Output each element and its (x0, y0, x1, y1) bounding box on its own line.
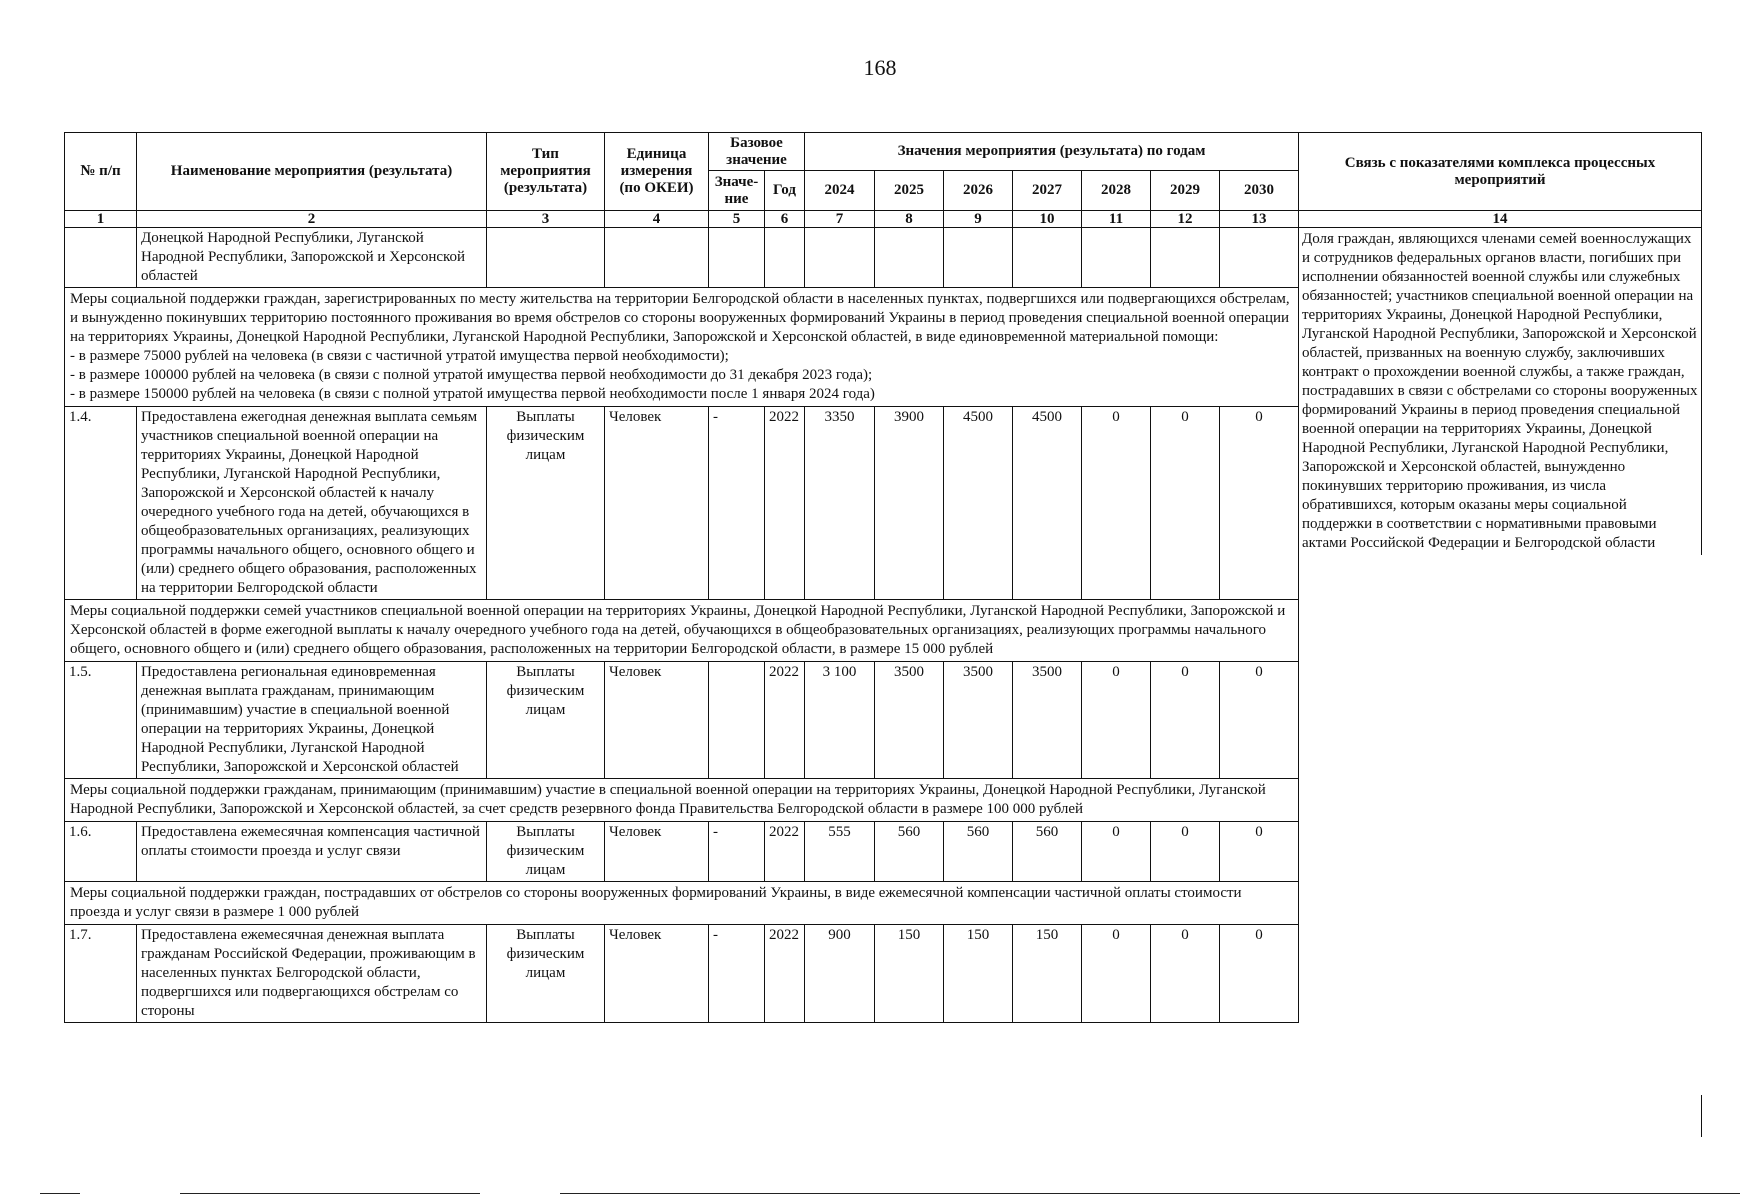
row-base-year: 2022 (765, 925, 805, 1023)
row-name: Предоставлена ежегодная денежная выплата семьям участников специальной военной операции на территориях Украины, Донецкой Народной Республики, Луганской Народной Республики, Запорожской и Херсонской областей к началу очередного учебного года на детей, обучающихся в общеобразовательных организациях, реализующих программы начального общего, основного общего и (или) среднего общего образования, расположенных на территории Белгородской области (137, 407, 487, 600)
header-link: Связь с показателями комплекса процессных мероприятий (1299, 133, 1702, 211)
header-year: 2024 (805, 171, 875, 211)
row-value: 560 (944, 822, 1013, 882)
scan-artifact-line (40, 1193, 80, 1194)
row-value: 4500 (1013, 407, 1082, 600)
row-value: 0 (1151, 662, 1220, 779)
row-type: Выплаты физическим лицам (487, 407, 605, 600)
row-value: 4500 (944, 407, 1013, 600)
row-unit: Человек (605, 662, 709, 779)
header-base: Базовое значение (709, 133, 805, 171)
scan-artifact-line (560, 1193, 1740, 1194)
column-number: 4 (605, 211, 709, 228)
header-values-by-year: Значения мероприятия (результата) по годам (805, 133, 1299, 171)
row-value: 150 (875, 925, 944, 1023)
column-number: 8 (875, 211, 944, 228)
column-number: 10 (1013, 211, 1082, 228)
header-year: 2028 (1082, 171, 1151, 211)
table-row (65, 925, 1299, 1023)
header-base-value: Значе-ние (709, 171, 765, 211)
row-value: 3900 (875, 407, 944, 600)
row-unit: Человек (605, 925, 709, 1023)
scan-artifact-line (180, 1193, 480, 1194)
continuation-text: Донецкой Народной Республики, Луганской Народной Республики, Запорожской и Херсонской областей (137, 228, 487, 288)
row-name: Предоставлена ежемесячная денежная выплата гражданам Российской Федерации, проживающим в населенных пунктах Белгородской области, подвергшихся или подвергающихся обстрелам со стороны (137, 925, 487, 1023)
row-value: 0 (1082, 925, 1151, 1023)
row-type: Выплаты физическим лицам (487, 662, 605, 779)
row-number: 1.7. (65, 925, 137, 1023)
link-column (1298, 132, 1702, 555)
table-row (65, 662, 1299, 779)
row-unit: Человек (605, 407, 709, 600)
row-type: Выплаты физическим лицам (487, 925, 605, 1023)
row-value: 0 (1151, 407, 1220, 600)
row-value: 3500 (944, 662, 1013, 779)
row-base-year: 2022 (765, 407, 805, 600)
note-measure: Меры социальной поддержки граждан, пострадавших от обстрелов со стороны вооруженных формирований Украины, в виде ежемесячной компенсации частичной оплаты стоимости проезда и услуг связи в размере 1 000 рублей (65, 882, 1299, 925)
row-value: 0 (1151, 822, 1220, 882)
header-year: 2026 (944, 171, 1013, 211)
table-row (65, 779, 1299, 822)
header-type: Тип мероприятия (результата) (487, 133, 605, 211)
row-base-year: 2022 (765, 822, 805, 882)
row-number: 1.4. (65, 407, 137, 600)
column-number: 9 (944, 211, 1013, 228)
table-row (65, 407, 1299, 600)
column-number: 7 (805, 211, 875, 228)
row-name: Предоставлена ежемесячная компенсация частичной оплаты стоимости проезда и услуг связи (137, 822, 487, 882)
column-number: 2 (137, 211, 487, 228)
row-value: 560 (875, 822, 944, 882)
table-row (65, 882, 1299, 925)
row-value: 0 (1082, 407, 1151, 600)
header-base-year: Год (765, 171, 805, 211)
row-unit: Человек (605, 822, 709, 882)
table-row (65, 288, 1299, 407)
row-value: 150 (944, 925, 1013, 1023)
header-year: 2027 (1013, 171, 1082, 211)
link-table (1298, 132, 1702, 555)
measures-table (64, 132, 1299, 1023)
row-base-value (709, 662, 765, 779)
column-number: 1 (65, 211, 137, 228)
row-value: 3350 (805, 407, 875, 600)
column-number: 14 (1299, 211, 1702, 228)
row-value: 555 (805, 822, 875, 882)
column-number: 12 (1151, 211, 1220, 228)
row-base-year: 2022 (765, 662, 805, 779)
row-number: 1.6. (65, 822, 137, 882)
table-row (65, 600, 1299, 662)
row-value: 0 (1220, 822, 1299, 882)
row-value: 0 (1220, 925, 1299, 1023)
row-value: 150 (1013, 925, 1082, 1023)
table-row (65, 228, 1299, 288)
link-indicator-text: Доля граждан, являющихся членами семей военнослужащих и сотрудников федеральных органов власти, погибших при исполнении обязанностей военной службы или служебных обязанностей; участников специальной военной операции на территориях Украины, Донецкой Народной Республики, Луганской Народной Республики, Запорожской и Херсонской областей, призванных на военную службу, заключивших контракт о прохождении военной службы, а также граждан, пострадавших в связи с обстрелами со стороны вооруженных формирований Украины в период проведения специальной военной операции на территориях Украины, Донецкой Народной Республики, Луганской Народной Республики, Запорожской и Херсонской областей, вынужденно покинувших территорию проживания, из числа обратившихся, которым оказаны меры социальной поддержки в соответствии с нормативными правовыми актами Российской Федерации и Белгородской области (1299, 228, 1702, 556)
row-base-value: - (709, 407, 765, 600)
table-row (65, 822, 1299, 882)
column-number: 6 (765, 211, 805, 228)
column-border (1701, 1095, 1702, 1137)
row-value: 0 (1082, 822, 1151, 882)
row-value: 0 (1082, 662, 1151, 779)
page-number: 168 (863, 55, 897, 80)
row-name: Предоставлена региональная единовременная денежная выплата гражданам, принимающим (принимавшим) участие в специальной военной операции на территориях Украины, Донецкой Народной Республики, Луганской Народной Республики, Запорожской и Херсонской областей (137, 662, 487, 779)
column-number: 3 (487, 211, 605, 228)
row-base-value: - (709, 822, 765, 882)
column-number: 11 (1082, 211, 1151, 228)
row-value: 3500 (875, 662, 944, 779)
row-value: 3500 (1013, 662, 1082, 779)
header-unit: Единица измерения (по ОКЕИ) (605, 133, 709, 211)
column-number: 13 (1220, 211, 1299, 228)
row-base-value: - (709, 925, 765, 1023)
row-number: 1.5. (65, 662, 137, 779)
note-measure: Меры социальной поддержки семей участников специальной военной операции на территориях Украины, Донецкой Народной Республики, Луганской Народной Республики, Запорожской и Херсонской областей в форме ежегодной выплаты к началу очередного учебного года на детей, обучающихся в общеобразовательных организациях, реализующих программы начального общего, основного общего и (или) среднего общего образования, расположенных на территории Белгородской области, в размере 15 000 рублей (65, 600, 1299, 662)
header-num: № п/п (65, 133, 137, 211)
row-value: 900 (805, 925, 875, 1023)
column-number: 5 (709, 211, 765, 228)
row-value: 3 100 (805, 662, 875, 779)
row-value: 0 (1220, 662, 1299, 779)
row-value: 0 (1220, 407, 1299, 600)
row-value: 0 (1151, 925, 1220, 1023)
header-name: Наименование мероприятия (результата) (137, 133, 487, 211)
header-year: 2030 (1220, 171, 1299, 211)
header-year: 2029 (1151, 171, 1220, 211)
note-measure: Меры социальной поддержки граждан, зарегистрированных по месту жительства на территории Белгородской области в населенных пунктах, подвергшихся или подвергающихся обстрелам, и вынужденно покинувших территорию постоянного проживания во время обстрелов со стороны вооруженных формирований Украины в период проведения специальной военной операции на территориях Украины, Донецкой Народной Республики, Луганской Народной Республики, Запорожской и Херсонской областей, в виде единовременной материальной помощи: - в размере 75000 рублей на человека (в связи с частичной утратой имущества первой необходимости); - в размере 100000 рублей на человека (в связи с полной утратой имущества первой необходимости до 31 декабря 2023 года); - в размере 150000 рублей на человека (в связи с полной утратой имущества первой необходимости после 1 января 2024 года) (65, 288, 1299, 407)
note-measure: Меры социальной поддержки гражданам, принимающим (принимавшим) участие в специальной военной операции на территориях Украины, Донецкой Народной Республики, Луганской Народной Республики, Запорожской и Херсонской областей, за счет средств резервного фонда Правительства Белгородской области в размере 100 000 рублей (65, 779, 1299, 822)
row-value: 560 (1013, 822, 1082, 882)
header-year: 2025 (875, 171, 944, 211)
row-type: Выплаты физическим лицам (487, 822, 605, 882)
